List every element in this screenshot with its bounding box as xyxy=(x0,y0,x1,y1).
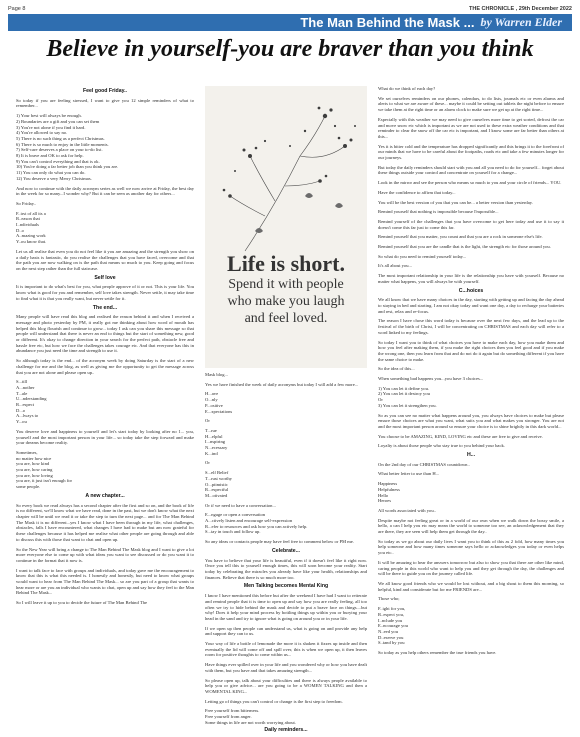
column-banner xyxy=(8,14,572,31)
paragraph: Or if we need to have a conversation... xyxy=(205,502,276,508)
friends-acronym-list xyxy=(378,606,564,646)
acronym-list xyxy=(16,211,194,245)
paragraph: So today as you help others remember the true friends you have. xyxy=(378,650,497,656)
poem-line: you are, how loving xyxy=(16,472,53,478)
list-item: 10) You're doing a far better job than you think you are. xyxy=(16,164,119,170)
paragraph: Or xyxy=(205,418,210,424)
poem-line: you are, how kind xyxy=(16,461,50,467)
list-item: K...ind xyxy=(205,450,218,456)
list-item: E...xpectations xyxy=(205,408,233,414)
paragraph: I want to talk face to face with groups and individuals, and today gave me the encouragement to know that this is what this needed is. I honestly and honestly, but need to know what groups would want to hear from The Man Behind The Mask... so are you part of a group that wants to hear more or are you an individual who wants to chat, open up and say how they feel to the Man Behind The Mask... xyxy=(16,567,194,596)
paragraph: So the idea of this... xyxy=(378,366,415,372)
list-item: Helpfulness xyxy=(378,486,400,492)
paragraph: Mask blog... xyxy=(205,372,228,377)
paragraph: Yes we have finished the week of daily acronyms but today I will add a few more... xyxy=(205,381,359,387)
list-item: 9) You can't control everything and that is ok. xyxy=(16,158,100,164)
paragraph: So I will leave it up to you to decide the future of The Man Behind The xyxy=(16,600,147,606)
paragraph: You deserve love and happiness to yourself and let's start today by looking after no 1... you, yourself and the most important person in your life... so today take the step forward and make your dreams become reality. xyxy=(16,428,194,446)
list-item: 4) You're allowed to say no. xyxy=(16,130,68,136)
quote-text xyxy=(205,252,367,327)
list-item: Heroes xyxy=(378,498,392,504)
paragraph: So Friday.. xyxy=(16,200,36,206)
section-heading: Feel good Friday.. xyxy=(82,88,127,94)
list-item: 2) Boundaries are a gift and you can set them xyxy=(16,118,100,124)
page-number: Page 8 xyxy=(8,6,26,12)
list-item: M...otivated xyxy=(205,492,228,498)
list-item: A..mazing work xyxy=(16,233,46,239)
list-item: O...nly xyxy=(205,397,218,403)
list-item: S...elf Belief xyxy=(205,470,229,476)
paragraph: Loyalty is about those people who stay true to you behind your back. xyxy=(378,443,505,449)
text-line: Some things in life are not worth worrying about. xyxy=(205,719,296,725)
list-item: 5) There is no such thing as a perfect Christmas. xyxy=(16,135,105,141)
section-heading: Self love xyxy=(94,274,116,281)
paragraph: Remind yourself that nothing is impossible because I'mpossible... xyxy=(378,209,499,215)
list-item: I..nclude you xyxy=(378,617,403,623)
paragraph: On the 2nd day of our CHRISTMAS countdown.. xyxy=(378,461,470,467)
poem xyxy=(16,450,194,490)
paragraph: But today the daily reminders should start with you and all you need to do for yourself... forget about these things outside your control and concentrate on yourself for a change... xyxy=(378,164,564,176)
list-item: A...nother xyxy=(16,384,35,390)
column-byline: by Warren Elder xyxy=(480,15,562,29)
paragraph: So any ideas or contacts people may have feel free to comment below or PM me. xyxy=(205,539,354,545)
list-item: F..ight for you, xyxy=(378,606,406,612)
acronym-list xyxy=(205,428,367,457)
paragraph: Remind yourself of the challenges that you have overcome to get here today and use it to say it doesn't come this far just to come this far. xyxy=(378,218,564,230)
left-column xyxy=(16,86,194,731)
paragraph: When something bad happens you...you have 3 choices... xyxy=(378,376,484,382)
poem-line: you are, it just isn't enough for xyxy=(16,478,73,484)
section-heading: Daily reminders... xyxy=(264,727,308,734)
paragraph: You have to believe that your life is beautiful, even if it doesn't feel like it right now. Once you tell this to yourself enough times, this will soon become your reality. Start today by celebrating the miracles you already have like your health, relationships and finances. Believe that there is so much more too. xyxy=(205,557,367,580)
reminders-list xyxy=(16,113,194,181)
paragraph: So the New Year will bring a change to The Man Behind The Mask blog and I want to give a lot more everyone else to come up with what ideas you want to see discussed or do you want it to continue in the format that it now is. xyxy=(16,546,194,563)
paragraph: So as you can see no matter what happens around you, you always have choices to make but please ensure those choices are what you want, what suits you and what makes you stronger. You are not and the most important person around so ensure your choice is to shine brightly in this dark world... xyxy=(378,412,564,429)
list-item: H...elpful xyxy=(205,433,223,439)
list-item: 2) You can let it destroy you xyxy=(378,391,430,397)
section-heading: Celebrate... xyxy=(272,547,300,554)
list-item: I..ndividuals xyxy=(16,222,39,228)
paragraph: Your way of life a bottle of lemonade the more it is shaken it fizzes up inside and then eventually the lid will come off and spill over, this is when we open up, it then leaves room for positive thoughts to come within us... xyxy=(205,641,367,658)
text-line: Free yourself from anger. xyxy=(205,714,252,720)
quote-line: Spend it with people xyxy=(228,277,344,292)
paragraph: Or xyxy=(205,460,210,466)
list-item: Y...ou xyxy=(16,419,27,425)
list-item: Hello xyxy=(378,492,389,498)
list-item: R...efer to resources and ask how you can actively help. xyxy=(205,523,308,529)
paragraph: All words associated with you.. xyxy=(378,507,436,513)
list-item: 11) You can only do what you can do. xyxy=(16,170,86,176)
paragraph: Despite maybe not feeling great or in a world of our own when we walk down the bossy smile, a hello, a can I help you etc may mean the world to someone too see, an acknowledgement that they are there, they are seen will help them get through the day.. xyxy=(378,517,564,535)
paragraph: So although today is the end... of the acronym week by doing Saturday is the start of a new challenge for me and the blog, as well as giving me the opportunity to get the message across that you are not alone and please open up.. xyxy=(16,358,194,375)
paragraph: We set ourselves reminders on our phones, calendars, to do lists, journals etc or even alarms and alerts to what we are aware of these... maybe it could be setting out tablets the night before to ensure we take them at the right time or an alarm clock to make sure we get up at the right time... xyxy=(378,95,564,113)
list-item: D..eserve you xyxy=(378,634,404,640)
list-item: Happiness xyxy=(378,481,398,487)
list-item: Y..ou know that. xyxy=(16,239,47,245)
paragraph: Remind yourself that you are the candle that is the light, the strength etc for those around you. xyxy=(378,244,551,250)
paragraph: Those who; xyxy=(378,596,400,602)
acronym-list xyxy=(16,379,194,425)
list-item: R...espectful xyxy=(205,487,229,493)
h-words-list xyxy=(378,481,564,504)
quote-line: and feel loved. xyxy=(244,311,328,326)
list-item: 3) You can let it strengthen you. xyxy=(378,402,437,408)
paragraph: We all know good friends who we would be lost without, and a big shout to them this morning, so helpful, kind and considerate but for me FRIENDS are... xyxy=(378,581,564,592)
poem-line: some people. xyxy=(16,484,41,490)
paragraph: The most important relationship in your life is the relationship you have with yourself. Because no matter what happens, you will always be with yourself. xyxy=(378,273,564,284)
list-item: T...ale xyxy=(16,390,28,396)
list-item: Or xyxy=(378,397,383,403)
list-item: 7) Self-care deserves a place on your to-do list. xyxy=(16,147,103,153)
paragraph: And now to continue with the daily acronym series as well we now arrive at Friday, the best day in the week for so many...I wonder why? But it can be seen as another day for others... xyxy=(16,185,194,197)
paragraph: Remind yourself that you matter, you count and that you are a rock in someone else's life. xyxy=(378,234,543,240)
list-item: F..irst of all its a xyxy=(16,210,46,216)
list-item: E...ngage or open a conversation xyxy=(205,512,266,518)
paragraph: It is important to do what's best for you, what people approve of it or not. This is your life. You know what is good for you and remember, self love takes strength. Never settle, it may take time to find what it is that you really want, but never settle for it. xyxy=(16,284,194,301)
paragraph: If we open up then people can understand us, what is going on and provide any help and support they can to us. xyxy=(205,625,367,637)
middle-column xyxy=(205,372,367,734)
list-item: T...rust worthy xyxy=(205,475,232,481)
page-header xyxy=(8,4,572,14)
paragraph: Have the confidence to affirm that today... xyxy=(378,189,456,195)
section-heading: H... xyxy=(466,452,476,459)
paragraph: So what do you need to remind yourself today... xyxy=(378,253,467,259)
list-item: T...rue xyxy=(205,427,217,433)
acronym-list xyxy=(205,470,367,499)
section-heading: Men Talking becomes Mental King xyxy=(243,583,329,590)
quote-line: who make you laugh xyxy=(227,294,345,309)
list-item: 1) Your best will always be enough. xyxy=(16,113,82,119)
list-item: 6) There is so much to enjoy in the little moments. xyxy=(16,141,109,147)
paragraph: So today if you are feeling stressed, I want to give you 12 simple reminders of what to remember... xyxy=(16,97,194,109)
article-headline: Believe in yourself-you are braver than you think xyxy=(46,36,534,62)
paragraph: The reason I have chose this word today is because over the next few days, and the lead up to the festival of the birth of Christ, I will be concentrating on CHRISTMAS and each day will refer to a word linked to my feelings. xyxy=(378,318,564,335)
list-item: S...till xyxy=(16,379,28,385)
list-item: D..o xyxy=(16,227,24,233)
paper-dateline: THE CHRONICLE , 29th December 2022 xyxy=(468,6,572,12)
paragraph: It's all about you... xyxy=(378,263,413,269)
paragraph: So please open up, talk about your difficulties and there is always people available to help you or give advice... are you going to be a WOMEN TALKING and then a WOMENTAL KING... xyxy=(205,677,367,694)
list-item: D...o xyxy=(16,407,26,413)
poem-line: Sometimes, xyxy=(16,449,38,455)
list-item: 12) You deserve a very Merry Christmas. xyxy=(16,175,92,181)
list-item: R..espect you, xyxy=(378,611,405,617)
paragraph: Have things ever spilled over in your life and you wondered why or how you have dealt with them, but you have and that takes amazing strength... xyxy=(205,662,367,673)
list-item: R..eason that xyxy=(16,216,40,222)
section-heading: A new chapter... xyxy=(85,492,125,499)
paragraph: Especially with this weather we may need to give ourselves more time to get sorted, defrost the car and move snow etc which is important as we are not used to these extra weather conditions and that reminder to clear the snow off the car etc is important, and I know some are far better than others at this... xyxy=(378,116,564,139)
list-item: 1) You can let it define you. xyxy=(378,385,430,391)
paragraph: Yes it is bitter cold and the temperature has dropped significantly and this brings it to the forefront of our minds that we have to be careful about the footpaths, roads etc and take a few minutes longer for our journeys. xyxy=(378,143,564,161)
choices-list xyxy=(378,386,564,409)
quote-headline: Life is short. xyxy=(227,251,345,276)
paragraph: It will be amazing to hear the answers tomorrow but also to show you that there are other like mind, caring people in this world who want to help you and they get through the day, the challenges and will be there to guide you on the journey called life. xyxy=(378,559,564,577)
list-item: H...ave xyxy=(205,391,219,397)
list-item: P...ositive xyxy=(205,402,223,408)
paragraph: So today as we go about our daily lives I want you to think of this as 2 fold, how many times you help someone and how many times someone says hello or acknowledges you today or even helps you etc.. xyxy=(378,538,564,556)
list-item: S..tand by you xyxy=(378,640,405,646)
right-column xyxy=(378,86,564,731)
list-item: U...nderstanding xyxy=(16,396,47,402)
list-item: R...espect xyxy=(16,402,34,408)
paragraph: What better letter to use than H... xyxy=(378,471,440,477)
paragraph: What do we think of each day? xyxy=(378,86,436,91)
paragraph: So today I want you to think of what choices you have to make each day, how you make them and how you feel after making them, if you make the right choices then you feel good and if you make the wrong one, then you learn from that and do not do it again but do something different if you have the same choice to make. xyxy=(378,339,564,362)
list-item: A...ctively listen and encourage self-expression xyxy=(205,518,293,524)
paragraph: You will be the best version of you that you can be... a better version than yesterday. xyxy=(378,199,533,205)
text-line: Free yourself from bitterness. xyxy=(205,708,260,714)
poem-line: no matter how nice xyxy=(16,455,52,461)
list-item: O...ptimistic xyxy=(205,481,228,487)
list-item: 8) It is brave and OK to ask for help. xyxy=(16,153,84,159)
paragraph: Look in the mirror and see the person who means so much to you and your circle of friends... YOU. xyxy=(378,180,562,186)
column-title: The Man Behind the Mask ... xyxy=(300,15,475,30)
poem-line: you are, how caring xyxy=(16,467,53,473)
paragraph: Let us all realise that even you do not feel like it you are amazing and the strength you show on a daily basis is fantastic, do you realise the challenges that you have faced, overcome and that the path you are now walking on is the path that means so much to you. Keep going and focus on the next step rather than the full staircase. xyxy=(16,248,194,271)
quote-image xyxy=(205,86,367,368)
list-item: A...lways to xyxy=(16,413,39,419)
list-item: N..eed you xyxy=(378,628,399,634)
paragraph: So every book we read always has a second chapter after the first and so on, and the book of life is no different, we'll know what we have read, done in the past, but we don't know what the next chapter will be until we read it or take the step to turn the next page... and for The Man Behind The Mask it is no different...yes I know what I have been through in my life, what challenges, obstacles, falls I have encountered, what changes I have had to make but am now grateful for these challenges because it has helped me realise what other people are going through and able to discuss this with those that want to chat and open up. xyxy=(16,502,194,542)
acronym-list xyxy=(205,391,367,414)
list-item: E..ncourage you xyxy=(378,623,408,629)
paragraph: Many people will have read this blog and realised the reason behind it and when I received a message and photo yesterday by PM, it really got me thinking about how word of mouth has helped this blog flourish and continue to grow... today I ask can you share this message so that people will understand that there is never an end to things but the start of something new, good or different. It's okay to change direction in your search for the perfect path, obstacle free and hassle free etc, but how we face the challenges takes courage etc. And that everyone has this in abundance you just need the time and strength to use it. xyxy=(16,314,194,354)
section-heading: The end... xyxy=(92,304,118,311)
list-item: N...ecessary xyxy=(205,445,228,451)
list-item: S...tay in touch and follow up. xyxy=(205,529,261,535)
list-item: I...nspiring xyxy=(205,439,226,445)
list-item: 3) You're not alone if you find it hard. xyxy=(16,124,86,130)
section-heading: C...hoices xyxy=(458,287,484,294)
paragraph: We all know that we have many choices in the day, starting with getting up and facing the day ahead to staying in bed and starting. I am not okay today and want one day, a day to recharge your batteries and rest, relax and re-focus. xyxy=(378,297,564,314)
paragraph: You choose to be AMAZING, KIND, LOVING etc and these are free to give and receive. xyxy=(378,433,543,439)
paragraph: I know I have mentioned this before but after the weekend I have had I want to reiterate and remind people that it is time to open up and say how you are really feeling, all too often we try to hide behind the mask and decide to put a brave face on things....but why! Does it help your mind process by bottling things up within you or burying your head in the sand and try to ignore what is going on around you or in your life. xyxy=(205,593,367,621)
acronym-list xyxy=(205,512,367,535)
paragraph: Letting go of things you can't control or change is the first step to freedom. xyxy=(205,698,343,704)
